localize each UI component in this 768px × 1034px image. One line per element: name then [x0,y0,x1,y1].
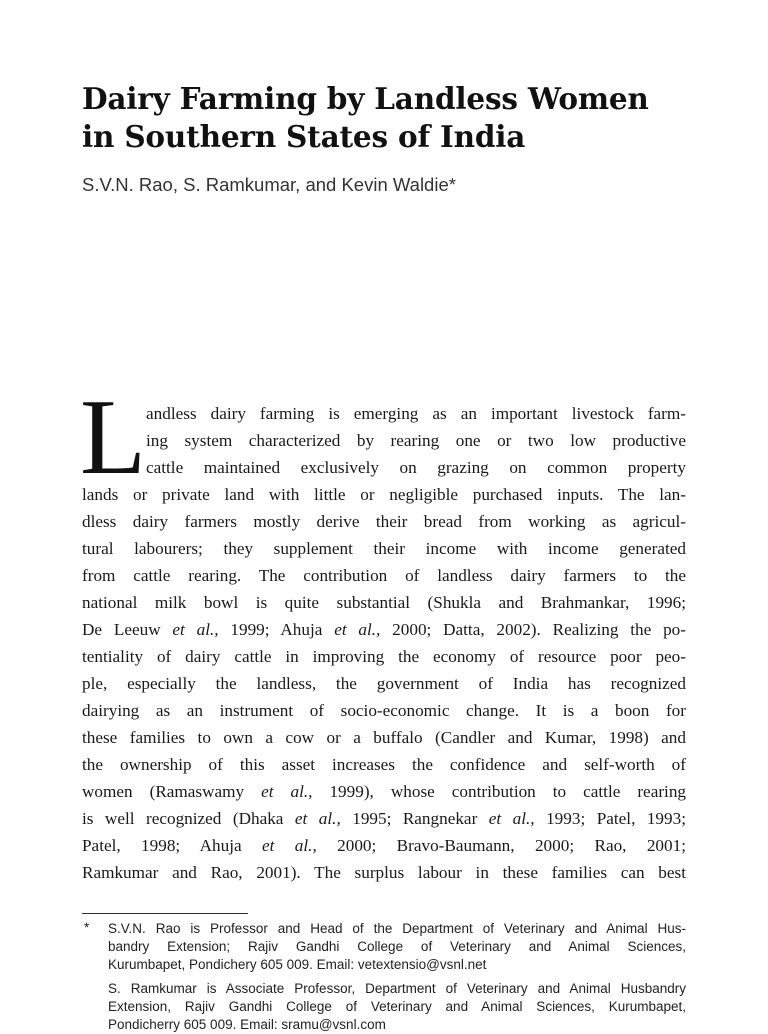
body-line: national milk bowl is quite substantial (Shukla and Brahmankar, 1996; [82,593,686,612]
body-line: women (Ramaswamy et al., 1999), whose contribution to cattle rearing [82,782,687,801]
body-line: cattle maintained exclusively on grazing on common property [146,458,686,477]
body-line: De Leeuw et al., 1999; Ahuja et al., 2000; Datta, 2002). Realizing the po- [82,620,686,639]
footnote-author-2 [108,980,686,1034]
footnote-line: Pondicherry 605 009. Email: sramu@vsnl.com [108,1017,386,1032]
body-line: is well recognized (Dhaka et al., 1995; Rangnekar et al., 1993; Patel, 1993; [82,809,686,828]
body-line: tural labourers; they supplement their income with income generated [82,539,686,558]
body-line: ple, especially the landless, the government of India has recognized [82,674,686,693]
footnote-line: Extension, Rajiv Gandhi College of Veterinary and Animal Sciences, Kurumbapet, [108,999,686,1014]
footnote-line: Kurumbapet, Pondichery 605 009. Email: vetextensio@vsnl.net [108,957,487,972]
title-line-2: in Southern States of India [82,119,526,154]
body-line: dairying as an instrument of socio-economic change. It is a boon for [82,701,686,720]
body-line: lands or private land with little or negligible purchased inputs. The lan- [82,485,686,504]
author-list: S.V.N. Rao, S. Ramkumar, and Kevin Waldie* [82,174,456,195]
body-line: tentiality of dairy cattle in improving the economy of resource poor peo- [82,647,686,666]
footnote-marker: * [84,920,90,935]
footnote-author-1 [108,920,686,974]
body-line: these families to own a cow or a buffalo (Candler and Kumar, 1998) and [82,728,686,747]
footnote-divider [82,913,248,914]
title-line-1: Dairy Farming by Landless Women [82,81,649,116]
body-line: dless dairy farmers mostly derive their bread from working as agricul- [82,512,686,531]
body-line: ing system characterized by rearing one or two low productive [146,431,686,450]
footnote-line: S.V.N. Rao is Professor and Head of the Department of Veterinary and Animal Hus- [108,921,686,936]
article-title [82,80,702,156]
body-line: andless dairy farming is emerging as an important livestock farm- [146,404,686,423]
footnote-line: bandry Extension; Rajiv Gandhi College of Veterinary and Animal Sciences, [108,939,686,954]
body-paragraph [82,400,686,886]
drop-cap-letter: L [80,378,146,497]
body-line: Patel, 1998; Ahuja et al., 2000; Bravo-Baumann, 2000; Rao, 2001; [82,836,686,855]
footnote-line: S. Ramkumar is Associate Professor, Department of Veterinary and Animal Husbandry [108,981,686,996]
body-line: from cattle rearing. The contribution of landless dairy farmers to the [82,566,686,585]
body-line: the ownership of this asset increases the confidence and self-worth of [82,755,686,774]
body-line: Ramkumar and Rao, 2001). The surplus labour in these families can best [82,863,686,882]
